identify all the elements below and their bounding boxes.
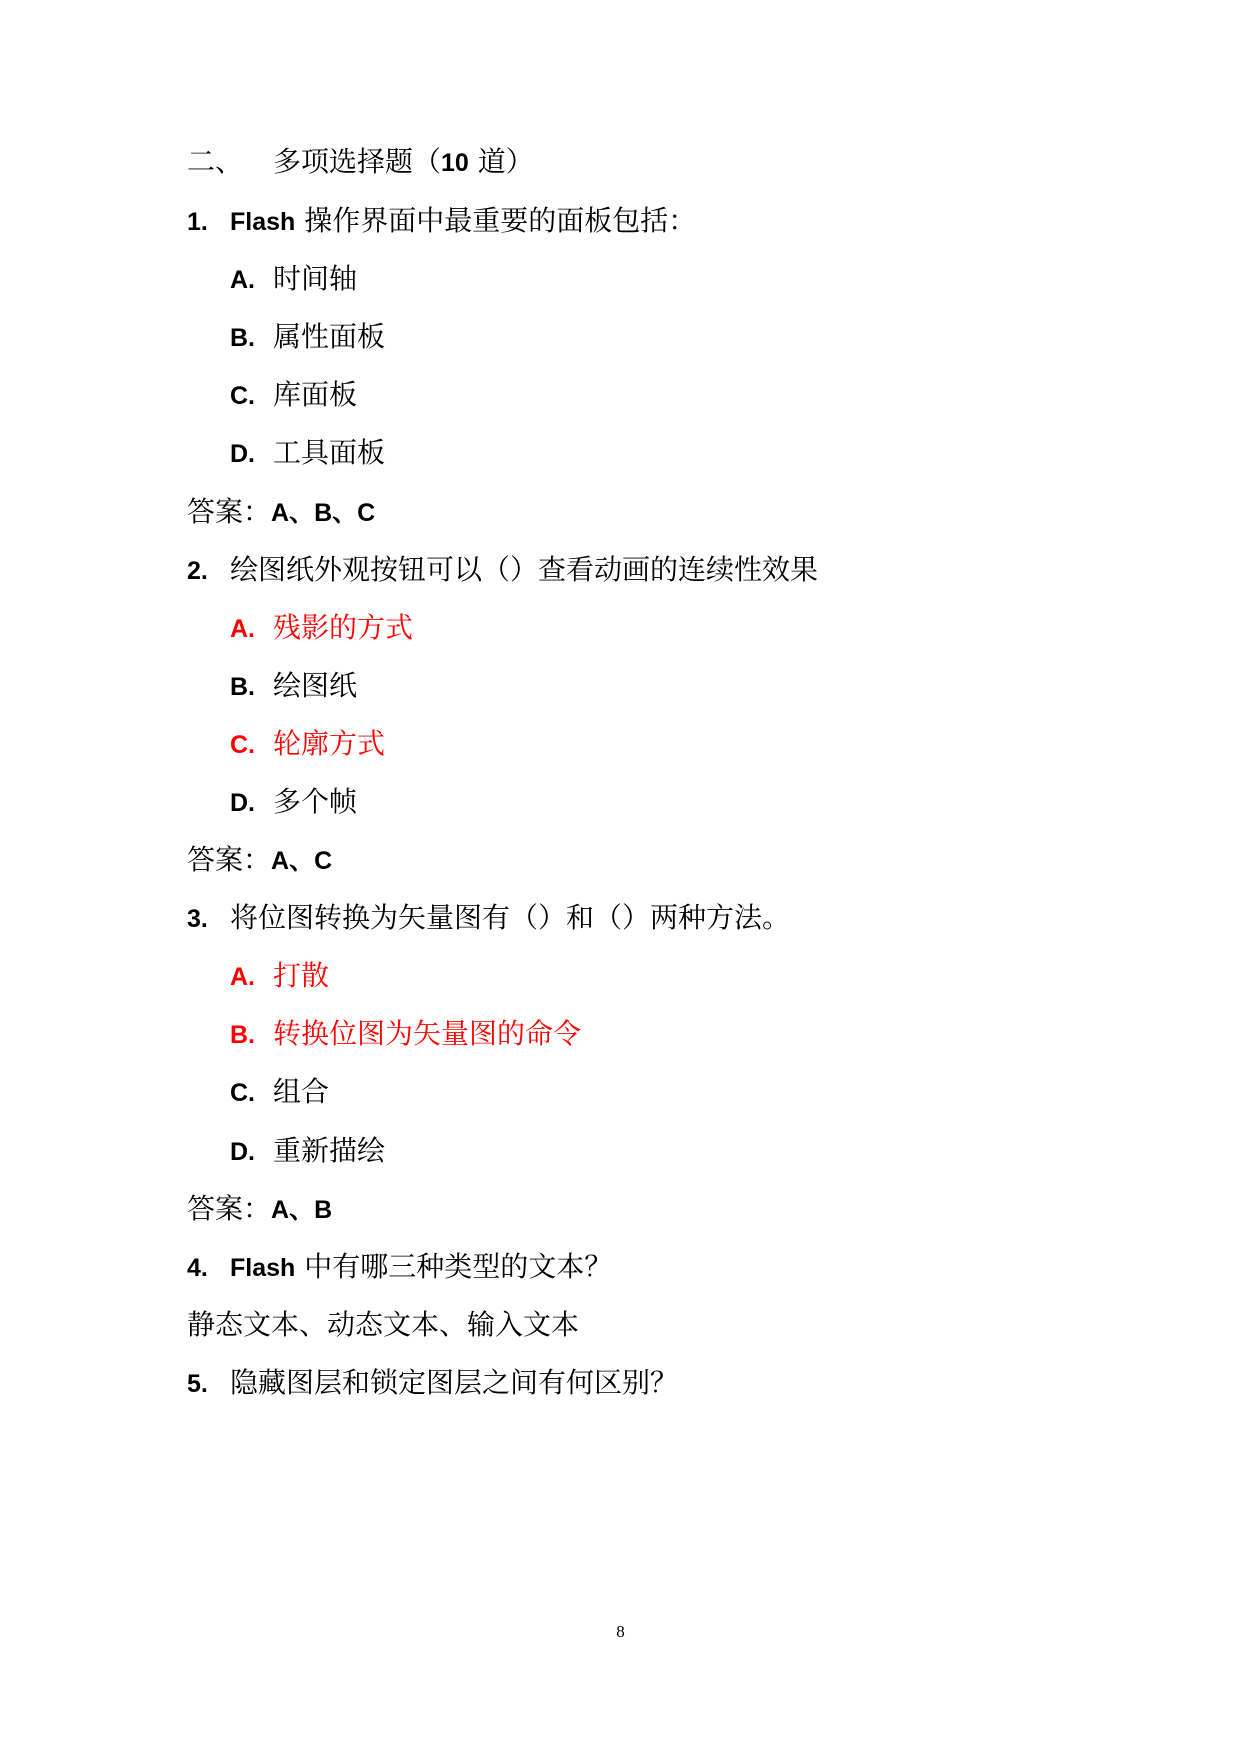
- answer-label: 答案：: [187, 495, 272, 528]
- option-text: 残影的方式: [273, 611, 414, 644]
- q3-option-b: [230, 1014, 581, 1054]
- q1-option-c: [230, 375, 357, 415]
- answer-value: A、B、C: [271, 499, 376, 527]
- option-text: 转换位图为矢量图的命令: [273, 1017, 582, 1050]
- q3-option-a: [230, 956, 329, 996]
- question-number: 4.: [187, 1254, 208, 1282]
- q2-option-d: [230, 782, 357, 822]
- answer-label: 答案：: [187, 1192, 272, 1225]
- question-number: 2.: [187, 557, 208, 585]
- question-number: 1.: [187, 208, 208, 236]
- option-letter: C.: [230, 382, 255, 410]
- option-letter: D.: [230, 440, 255, 468]
- question-text: 将位图转换为矢量图有（）和（）两种方法。: [230, 901, 791, 934]
- page-number: 8: [616, 1622, 625, 1641]
- q3-answer: [187, 1189, 332, 1229]
- section-title-pre: 多项选择题（: [273, 145, 442, 178]
- option-letter: B.: [230, 1021, 255, 1049]
- option-letter: B.: [230, 673, 255, 701]
- question-4: [187, 1247, 612, 1287]
- answer-value: A、C: [271, 847, 333, 875]
- option-text: 库面板: [273, 378, 358, 411]
- option-text: 重新描绘: [273, 1134, 386, 1167]
- q1-option-d: [230, 433, 385, 473]
- option-letter: A.: [230, 963, 255, 991]
- question-text: 绘图纸外观按钮可以（）查看动画的连续性效果: [230, 553, 819, 586]
- q1-answer: [187, 492, 375, 532]
- q2-answer: [187, 840, 332, 880]
- option-letter: B.: [230, 324, 255, 352]
- question-text-latin: Flash: [230, 208, 296, 236]
- answer-label: 答案：: [187, 843, 272, 876]
- q3-option-c: [230, 1072, 329, 1112]
- question-text: 中有哪三种类型的文本？: [295, 1250, 613, 1283]
- option-text: 绘图纸: [273, 669, 358, 702]
- q1-option-b: [230, 317, 385, 357]
- option-letter: D.: [230, 789, 255, 817]
- option-letter: C.: [230, 731, 255, 759]
- q2-option-a: [230, 608, 413, 648]
- q2-option-c: [230, 724, 385, 764]
- question-number: 3.: [187, 905, 208, 933]
- option-letter: C.: [230, 1079, 255, 1107]
- option-text: 轮廓方式: [273, 727, 386, 760]
- question-number: 5.: [187, 1370, 208, 1398]
- option-text: 工具面板: [273, 436, 386, 469]
- section-title-count: 10: [441, 149, 469, 177]
- option-text: 组合: [273, 1075, 330, 1108]
- q4-answer-text: 静态文本、动态文本、输入文本: [187, 1308, 580, 1341]
- q3-option-d: [230, 1131, 385, 1171]
- option-text: 属性面板: [273, 320, 386, 353]
- question-text: 隐藏图层和锁定图层之间有何区别？: [230, 1366, 679, 1399]
- section-number: 二、: [187, 145, 244, 178]
- q2-option-b: [230, 666, 357, 706]
- answer-value: A、B: [271, 1196, 333, 1224]
- question-3: [187, 898, 790, 938]
- question-2: [187, 550, 818, 590]
- question-1: [187, 201, 696, 241]
- section-heading: [187, 142, 534, 182]
- option-letter: A.: [230, 266, 255, 294]
- question-text: 操作界面中最重要的面板包括：: [295, 204, 697, 237]
- option-text: 多个帧: [273, 785, 358, 818]
- option-letter: D.: [230, 1138, 255, 1166]
- section-title-post: 道）: [468, 145, 534, 178]
- question-5: [187, 1363, 678, 1403]
- option-letter: A.: [230, 615, 255, 643]
- option-text: 时间轴: [273, 262, 358, 295]
- q1-option-a: [230, 259, 357, 299]
- option-text: 打散: [273, 959, 330, 992]
- question-text-latin: Flash: [230, 1254, 296, 1282]
